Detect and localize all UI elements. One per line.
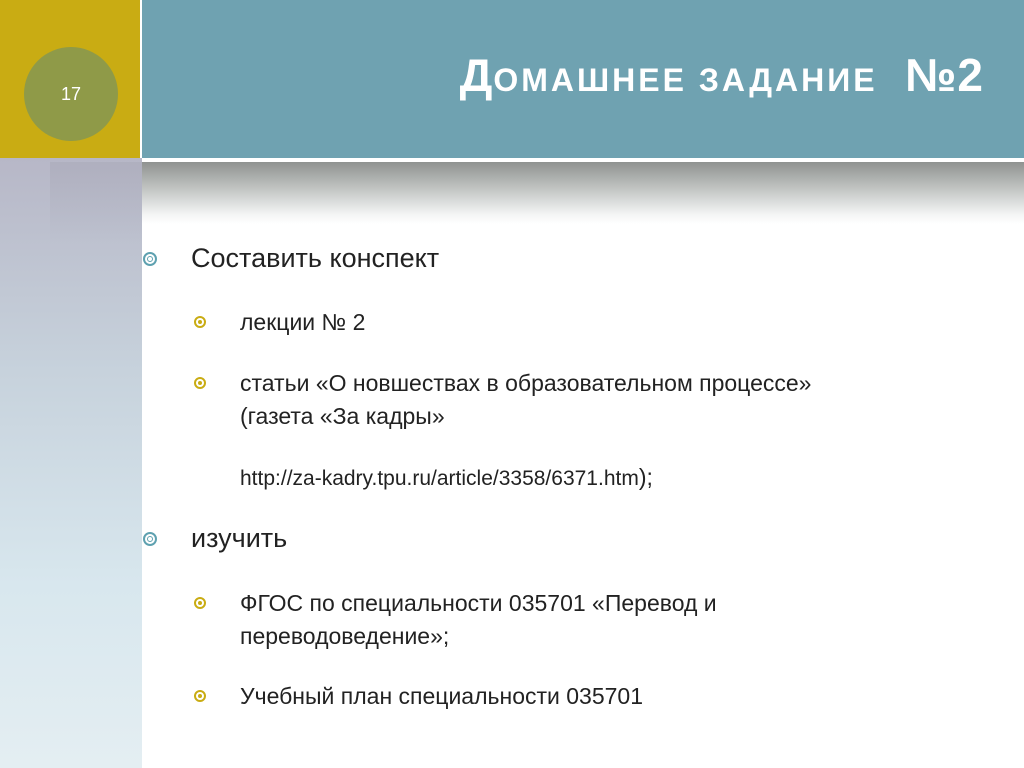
title-number: №2 — [905, 49, 984, 101]
bullet-level2-icon — [194, 597, 206, 609]
list-item-level2-continuation: (газета «За кадры» — [240, 403, 445, 429]
list-item-level2: ФГОС по специальности 035701 «Перевод и — [240, 590, 717, 616]
bullet-level1-icon — [143, 532, 157, 546]
slide-number: 17 — [60, 83, 82, 104]
list-item-level2: статьи «О новшествах в образовательном процессе» — [240, 370, 812, 396]
slide-number-badge — [24, 47, 118, 141]
bullet-level1-icon — [143, 252, 157, 266]
title-first-letter: Д — [459, 49, 494, 101]
left-decorative-strip — [0, 158, 142, 768]
list-item-level2: Учебный план специальности 035701 — [240, 683, 644, 709]
article-link[interactable]: http://za-kadry.tpu.ru/article/3358/6371.htm — [240, 467, 639, 490]
list-item-level2: лекции № 2 — [240, 309, 366, 335]
bullet-level2-icon — [194, 690, 206, 702]
bullet-level2-icon — [194, 316, 206, 328]
slide-title — [460, 48, 984, 102]
title-rest: ОМАШНЕЕ ЗАДАНИЕ — [493, 62, 878, 98]
article-url-suffix: ); — [638, 464, 653, 490]
article-url-line — [240, 461, 653, 493]
list-item-level1: изучить — [191, 523, 288, 553]
left-strip-shade — [50, 162, 142, 242]
list-item-level1: Составить конспект — [191, 243, 440, 273]
title-shadow-band — [142, 162, 1024, 224]
bullet-level2-icon — [194, 377, 206, 389]
list-item-level2-continuation: переводоведение»; — [240, 623, 450, 649]
